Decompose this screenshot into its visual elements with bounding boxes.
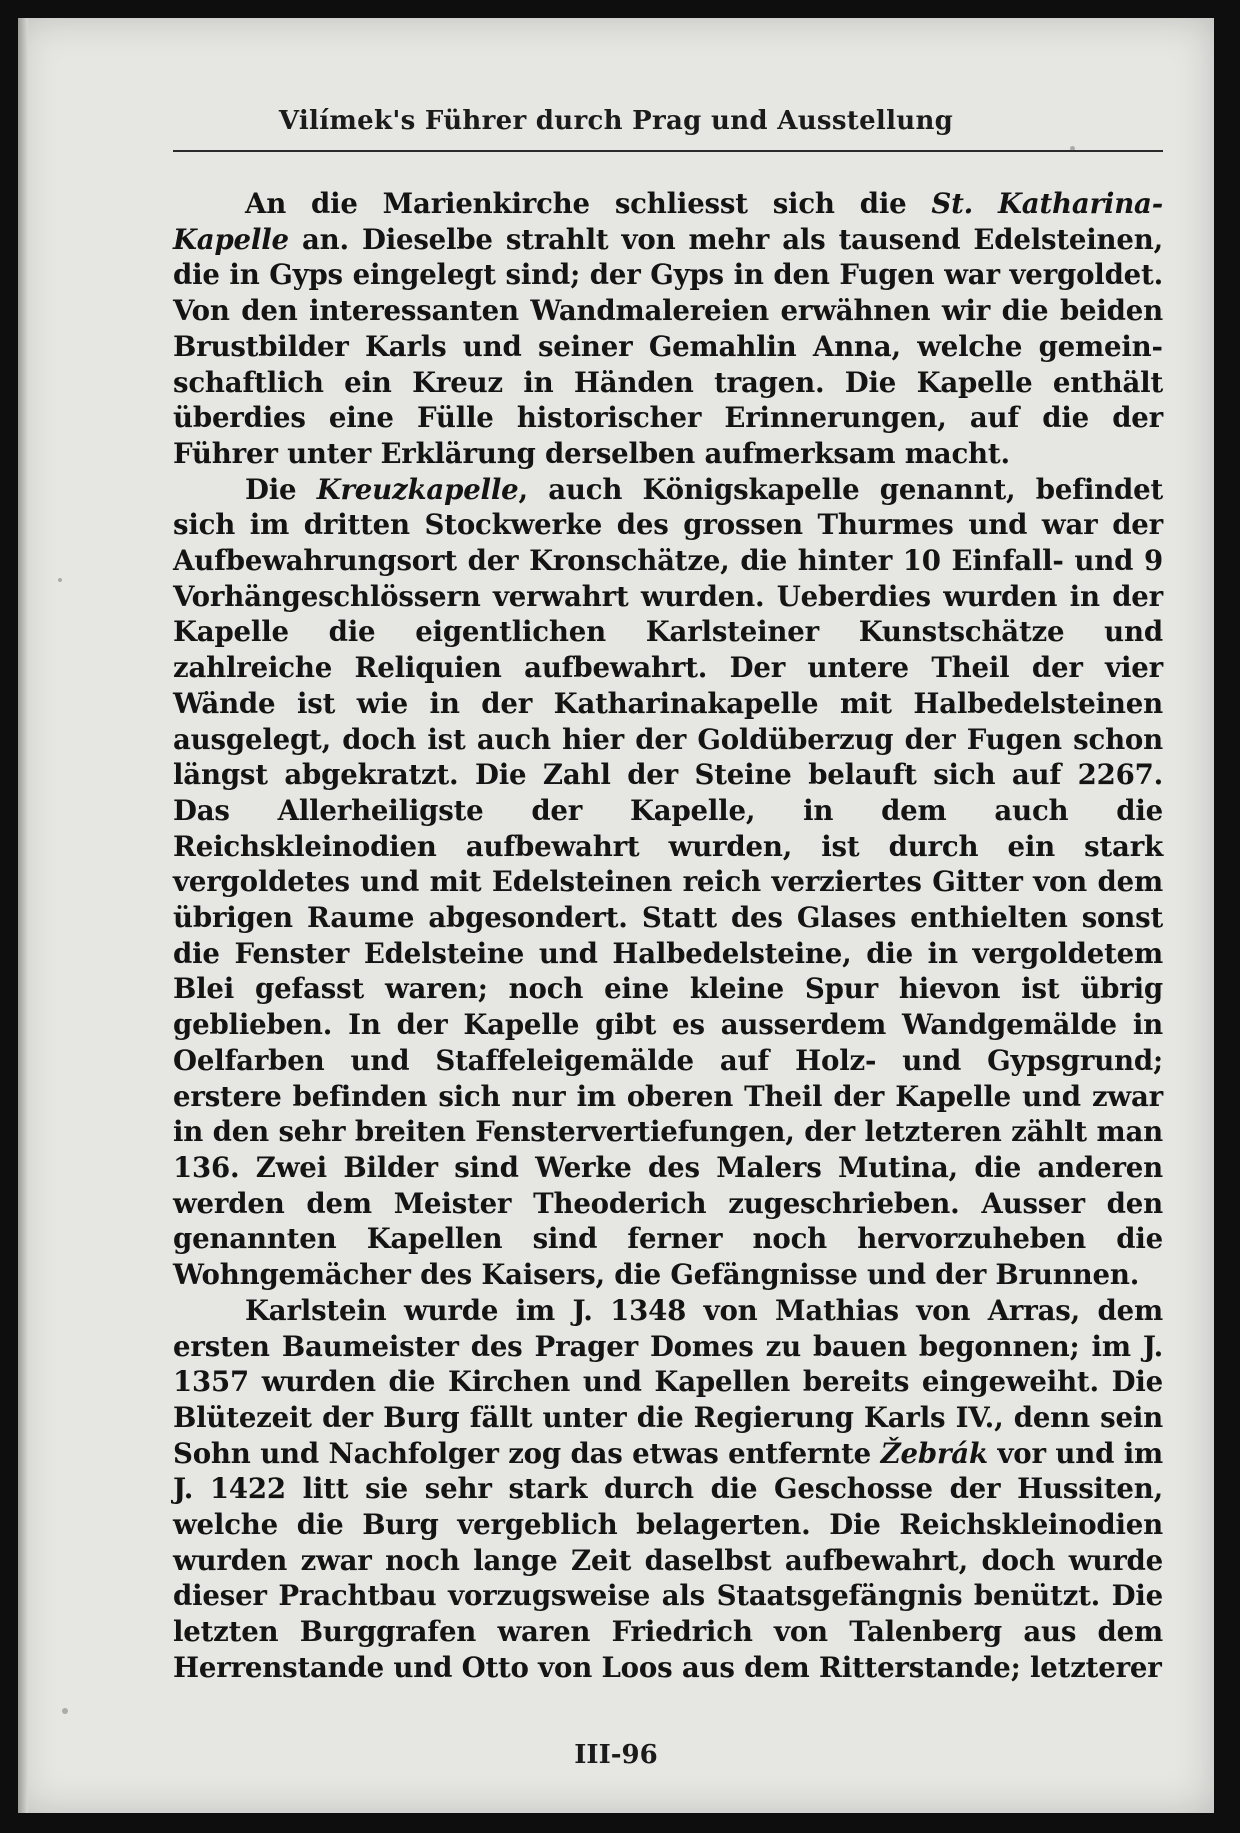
print-speck <box>58 578 62 582</box>
paragraph-text: an. Dieselbe strahlt von mehr als tausend Edelsteinen, die in Gyps eingelegt sind; der Gyps in den Fugen war vergoldet. Von den interessanten Wandmalereien erwähnen wir die beiden Brustbilder Karls und seiner Gemahlin Anna, welche gemeinschaftlich ein Kreuz in Händen tragen. Die Kapelle enthält überdies eine Fülle historischer Erinnerungen, auf die der Führer unter Erklärung derselben aufmerksam macht. <box>173 222 1163 470</box>
header-rule <box>173 150 1163 152</box>
print-speck <box>1070 146 1075 151</box>
paragraph-kreuzkapelle <box>173 472 1163 1293</box>
page-edge-shadow <box>18 18 28 1813</box>
emphasis-place-name: St. Katharina-Kapelle <box>173 187 1163 256</box>
paragraph-text: , auch Königskapelle genannt, befindet sich im dritten Stockwerke des grossen Thurmes und war der Aufbewahrungsort der Kronschätze, die hinter 10 Einfall- und 9 Vorhängeschlössern verwahrt wurden. Ueberdies wurden in der Kapelle die eigentlichen Karlsteiner Kunstschätze und zahlreiche Reliquien aufbewahrt. Der untere Theil der vier Wände ist wie in der Katharinakapelle mit Halbedelsteinen ausgelegt, doch ist auch hier der Goldüberzug der Fugen schon längst abgekratzt. Die Zahl der Steine belauft sich auf 2267. Das Allerheiligste der Kapelle, in dem auch die Reichskleinodien aufbewahrt wurden, ist durch ein stark vergoldetes und mit Edelsteinen reich verziertes Gitter von dem übrigen Raume abgesondert. Statt des Glases enthielten sonst die Fenster Edelsteine und Halbedelsteine, die in vergoldetem Blei gefasst waren; noch eine kleine Spur hievon ist übrig geblieben. In der Kapelle gibt es ausserdem Wandgemälde in Oelfarben und Staffeleigemälde auf Holz- und Gypsgrund; erstere befinden sich nur im oberen Theil der Kapelle und zwar in den sehr breiten Fenstervertiefungen, der letzteren zählt man 136. Zwei Bilder sind Werke des Malers Mutina, die anderen werden dem Meister Theoderich zugeschrieben. Ausser den genannten Kapellen sind ferner noch hervorzuheben die Wohngemächer des Kaisers, die Gefängnisse und der Brunnen. <box>173 472 1163 1292</box>
paragraph-st-katharina <box>173 186 1163 472</box>
emphasis-place-name: Kreuzkapelle <box>316 472 519 506</box>
paragraph-karlstein-history <box>173 1293 1163 1686</box>
paragraph-text: An die Marienkirche schliesst sich die <box>245 187 932 220</box>
emphasis-place-name: Žebrák <box>880 1436 988 1470</box>
page-number: III-96 <box>574 1740 658 1770</box>
running-header: Vilímek's Führer durch Prag und Ausstellung <box>278 106 954 136</box>
print-speck <box>62 1708 68 1714</box>
paragraph-text: Karlstein wurde im J. 1348 von Mathias von Arras, dem ersten Baumeister des Prager Domes zu bauen begonnen; im J. 1357 wurden die Kirchen und Kapellen bereits eingeweiht. Die Blütezeit der Burg fällt unter die Regierung Karls IV., denn sein Sohn und Nachfolger zog das etwas entfernte <box>173 1293 1163 1470</box>
body-text <box>173 186 1163 1686</box>
paragraph-text: vor und im J. 1422 litt sie sehr stark durch die Geschosse der Hussiten, welche die Burg vergeblich belagerten. Die Reichskleinodien wurden zwar noch lange Zeit daselbst aufbewahrt, doch wurde dieser Prachtbau vorzugsweise als Staatsgefängnis benützt. Die letzten Burggrafen waren Friedrich von Talenberg aus dem Herrenstande und Otto von Loos aus dem Ritterstande; letzterer <box>173 1436 1164 1684</box>
paragraph-text: Die <box>245 472 317 506</box>
book-page <box>18 18 1214 1813</box>
